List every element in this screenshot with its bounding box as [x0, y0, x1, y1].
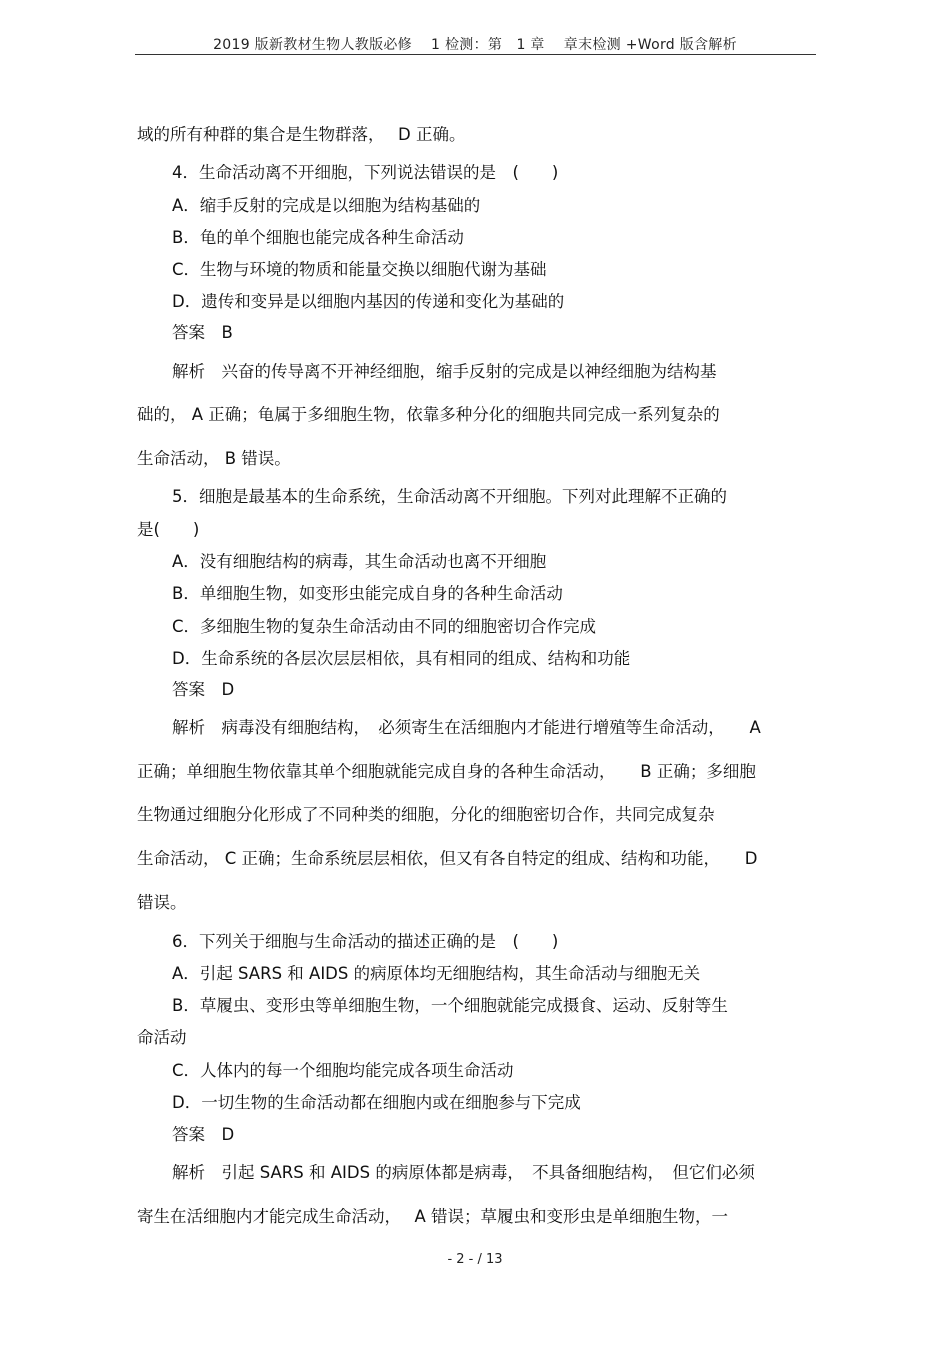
question-5-stem: 5．细胞是最基本的生命系统，生命活动离不开细胞。下列对此理解不正确的 [172, 487, 727, 506]
question-6-option-b: B．草履虫、变形虫等单细胞生物，一个细胞就能完成摄食、运动、反射等生 [172, 996, 728, 1015]
question-5-explanation: 生命活动， C 正确；生命系统层层相依，但又有各自特定的组成、结构和功能， D [137, 849, 758, 868]
question-6-answer: 答案 D [172, 1125, 235, 1144]
question-5-option-b: B．单细胞生物，如变形虫能完成自身的各种生命活动 [172, 584, 563, 603]
question-5-explanation: 解析 病毒没有细胞结构， 必须寄生在活细胞内才能进行增殖等生命活动， A [172, 718, 761, 737]
question-6-option-c: C．人体内的每一个细胞均能完成各项生命活动 [172, 1061, 514, 1080]
question-5-explanation: 生物通过细胞分化形成了不同种类的细胞，分化的细胞密切合作，共同完成复杂 [137, 805, 715, 824]
question-6-option-a: A．引起 SARS 和 AIDS 的病原体均无细胞结构，其生命活动与细胞无关 [172, 964, 701, 983]
question-4-option-d: D．遗传和变异是以细胞内基因的传递和变化为基础的 [172, 292, 565, 311]
text-line: 域的所有种群的集合是生物群落， D 正确。 [137, 125, 466, 144]
question-4-option-c: C．生物与环境的物质和能量交换以细胞代谢为基础 [172, 260, 547, 279]
question-6-explanation: 寄生在活细胞内才能完成生命活动， A 错误；草履虫和变形虫是单细胞生物，一 [137, 1207, 729, 1226]
header-divider [135, 54, 816, 55]
question-4-answer: 答案 B [172, 323, 233, 342]
question-6-option-b: 命活动 [137, 1028, 187, 1047]
question-5-explanation: 正确；单细胞生物依靠其单个细胞就能完成自身的各种生命活动， B 正确；多细胞 [137, 762, 756, 781]
question-4-explanation: 础的， A 正确；龟属于多细胞生物，依靠多种分化的细胞共同完成一系列复杂的 [137, 405, 720, 424]
question-5-option-d: D．生命系统的各层次层层相依，具有相同的组成、结构和功能 [172, 649, 631, 668]
document-header: 2019 版新教材生物人教版必修 1 检测：第 1 章 章末检测 +Word 版含解析 [213, 37, 737, 53]
question-4-option-b: B．龟的单个细胞也能完成各种生命活动 [172, 228, 464, 247]
question-4-stem: 4．生命活动离不开细胞，下列说法错误的是 ( ) [172, 163, 559, 182]
question-5-answer: 答案 D [172, 680, 235, 699]
question-5-option-c: C．多细胞生物的复杂生命活动由不同的细胞密切合作完成 [172, 617, 597, 636]
question-6-stem: 6．下列关于细胞与生命活动的描述正确的是 ( ) [172, 932, 559, 951]
question-5-option-a: A．没有细胞结构的病毒，其生命活动也离不开细胞 [172, 552, 547, 571]
question-4-explanation: 解析 兴奋的传导离不开神经细胞，缩手反射的完成是以神经细胞为结构基 [172, 362, 717, 381]
question-6-option-d: D．一切生物的生命活动都在细胞内或在细胞参与下完成 [172, 1093, 581, 1112]
page-number: - 2 - / 13 [447, 1252, 503, 1267]
question-4-explanation: 生命活动， B 错误。 [137, 449, 291, 468]
question-6-explanation: 解析 引起 SARS 和 AIDS 的病原体都是病毒， 不具备细胞结构， 但它们必须 [172, 1163, 755, 1182]
question-5-stem: 是( ) [137, 520, 200, 539]
question-5-explanation: 错误。 [137, 893, 187, 912]
question-4-option-a: A．缩手反射的完成是以细胞为结构基础的 [172, 196, 481, 215]
